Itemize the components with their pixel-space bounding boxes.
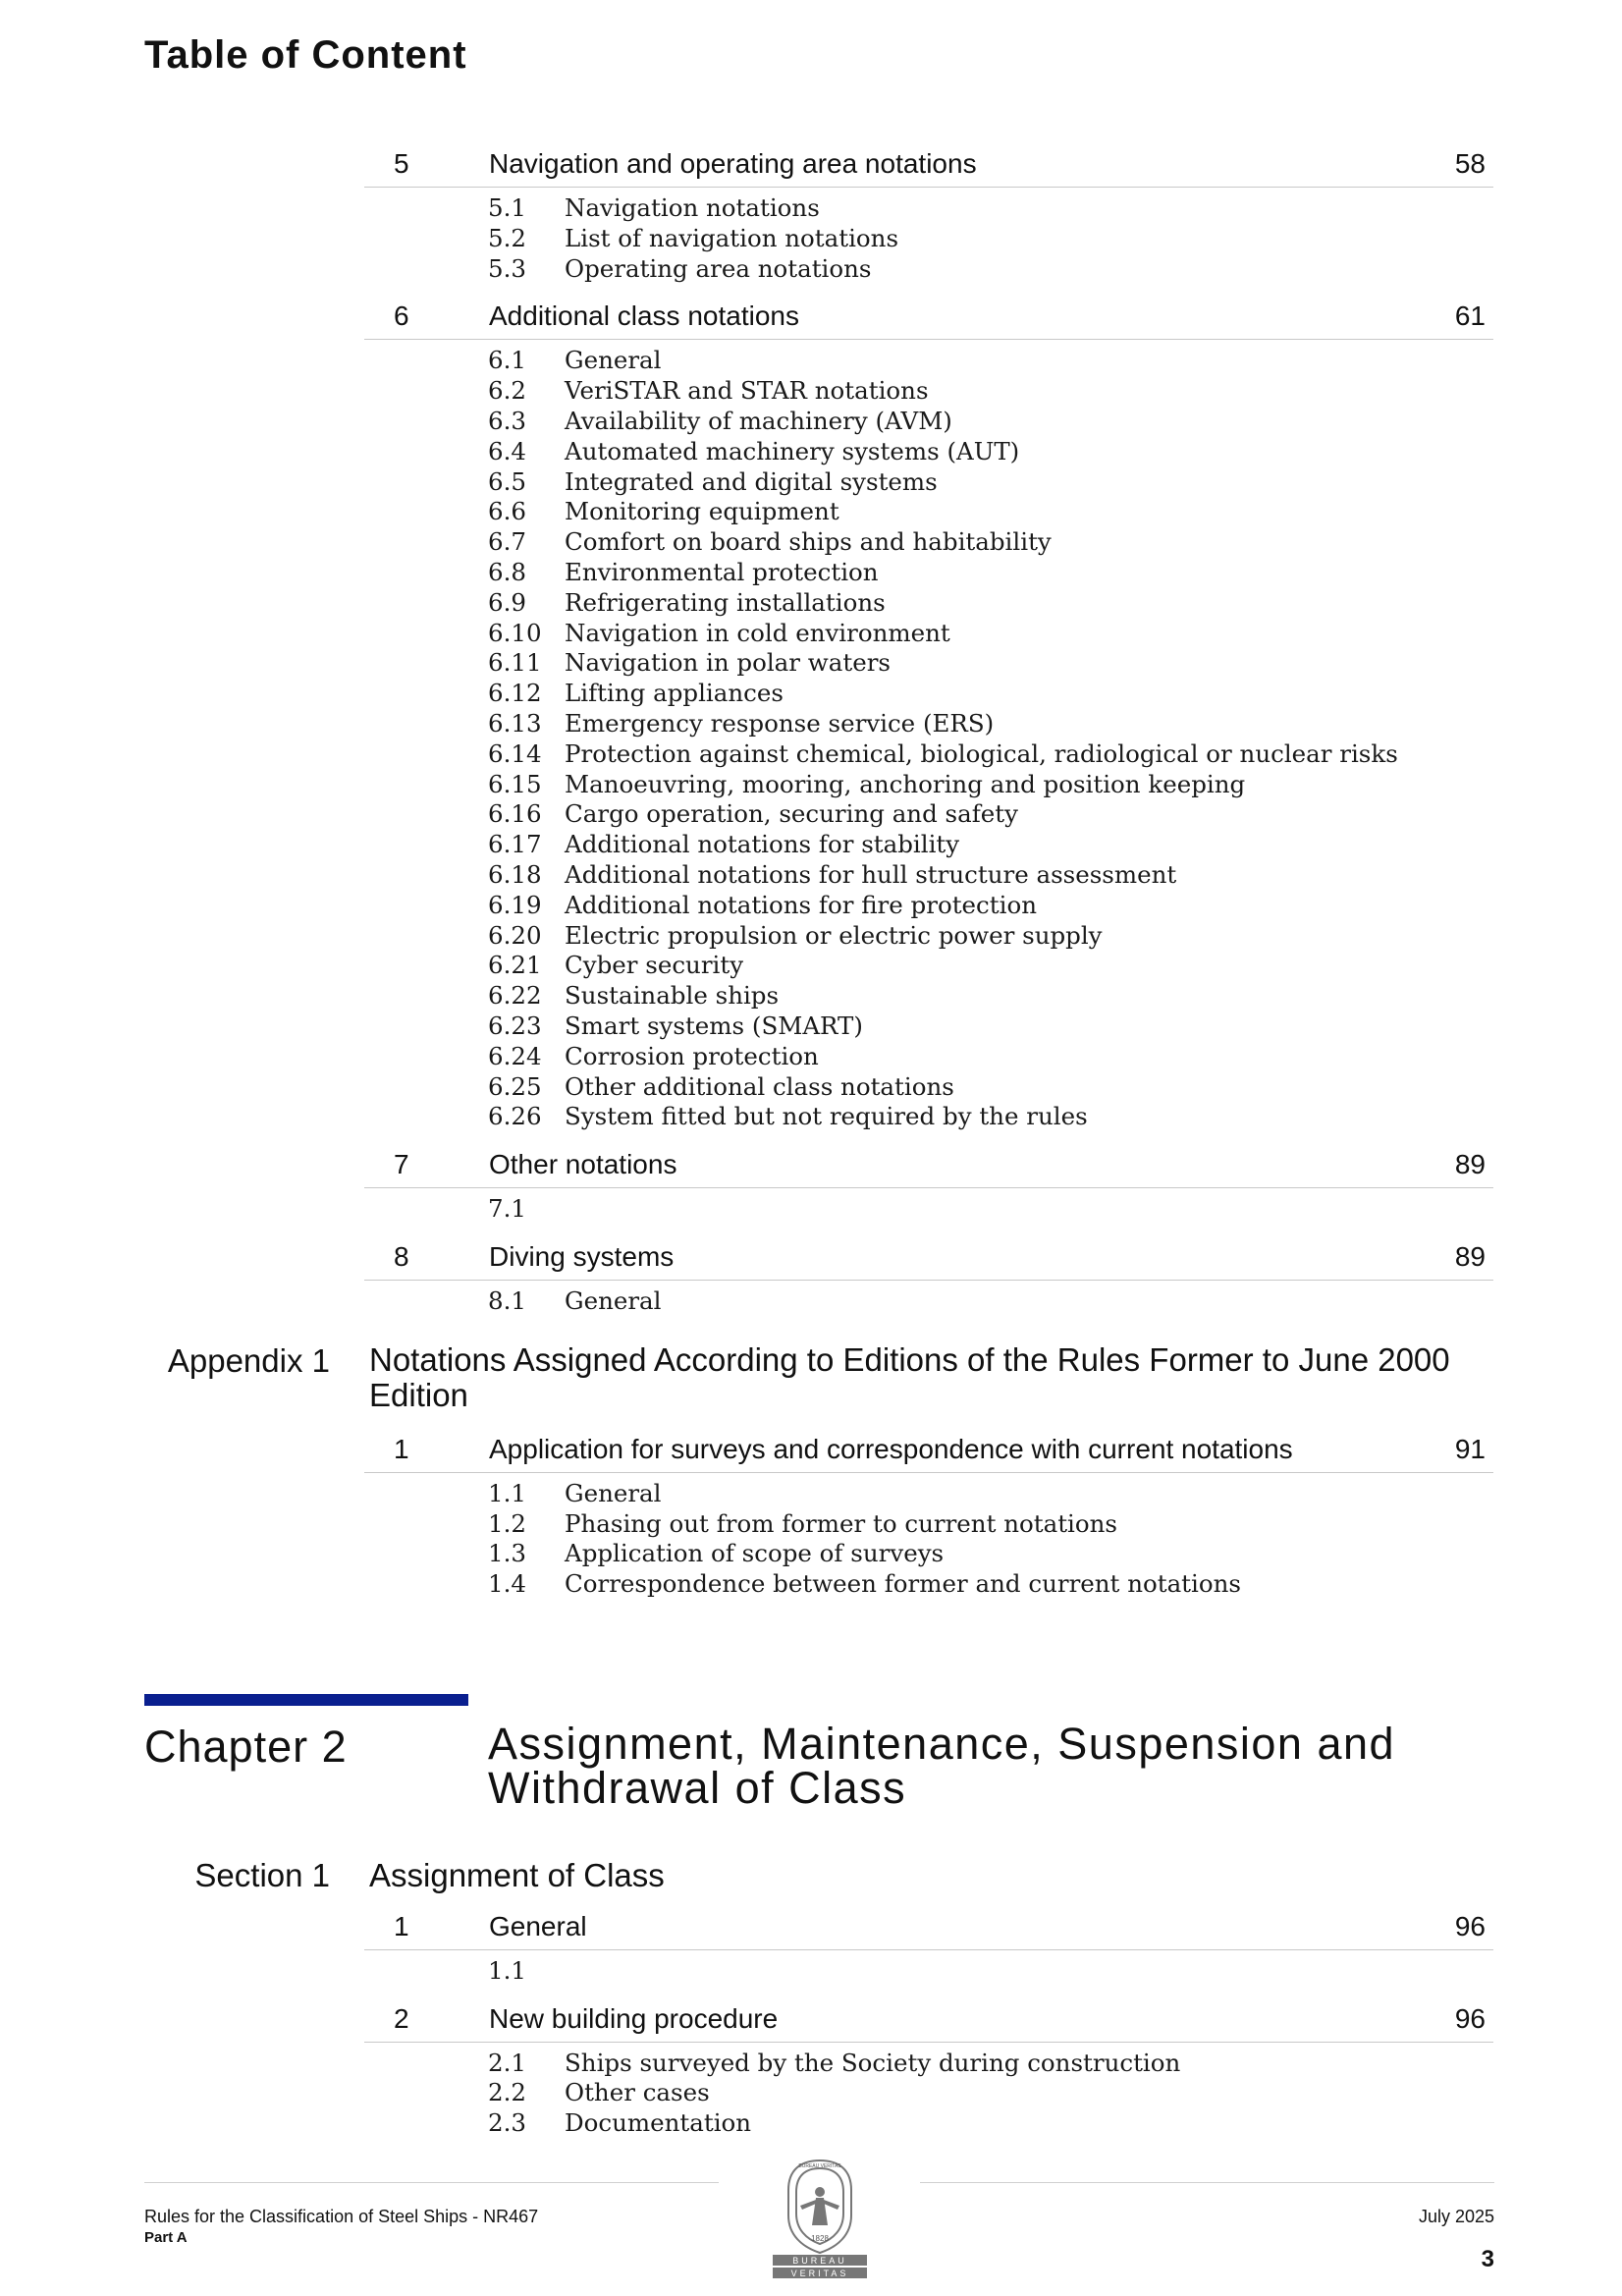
toc-subarticle[interactable] <box>488 1102 1622 1132</box>
toc-subarticle[interactable] <box>488 619 1622 649</box>
toc-subarticle-list <box>488 1950 1622 1993</box>
toc-subarticle[interactable] <box>488 921 1622 952</box>
toc-subarticle-list <box>488 2043 1622 2145</box>
toc-subarticle[interactable] <box>488 346 1622 376</box>
subarticle-number: 6.23 <box>488 1011 542 1040</box>
toc-subarticle-list <box>488 188 1622 290</box>
logo-year: 1828 <box>811 2234 829 2243</box>
toc-subarticle[interactable] <box>488 951 1622 981</box>
toc-subarticle[interactable] <box>488 799 1622 830</box>
subarticle-number: 6.19 <box>488 890 542 919</box>
toc-subarticle[interactable] <box>488 1956 1622 1987</box>
footer-document-title: Rules for the Classification of Steel Ships - NR467 <box>144 2207 539 2226</box>
toc-subarticle[interactable] <box>488 1479 1622 1509</box>
article-number: 5 <box>394 148 409 179</box>
toc-subarticle[interactable] <box>488 1011 1622 1042</box>
toc-subarticle[interactable] <box>488 224 1622 254</box>
toc-subarticle[interactable] <box>488 709 1622 739</box>
subarticle-title: Emergency response service (ERS) <box>565 708 995 738</box>
toc-subarticle[interactable] <box>488 193 1622 224</box>
subarticle-number: 2.2 <box>488 2078 526 2107</box>
toc-subarticle[interactable] <box>488 437 1622 467</box>
subarticle-number: 6.9 <box>488 587 526 617</box>
chapter-heading <box>0 1720 1622 1857</box>
toc-article-row[interactable] <box>364 1138 1493 1188</box>
subarticle-number: 6.25 <box>488 1071 542 1101</box>
subarticle-number: 6.15 <box>488 769 542 798</box>
subarticle-number: 6.8 <box>488 557 526 586</box>
toc-subarticle[interactable] <box>488 679 1622 709</box>
toc-group-main <box>0 137 1622 1323</box>
subarticle-number: 6.5 <box>488 466 526 496</box>
subarticle-title: Other additional class notations <box>565 1071 954 1101</box>
toc-subarticle[interactable] <box>488 407 1622 437</box>
subarticle-title: Additional notations for hull structure assessment <box>565 859 1177 889</box>
subarticle-number: 6.3 <box>488 406 526 435</box>
logo-word-veritas: VERITAS <box>790 2269 849 2278</box>
subarticle-title: General <box>565 1478 662 1507</box>
subarticle-title: Application of scope of surveys <box>565 1539 945 1568</box>
toc-subarticle-list <box>488 1473 1622 1606</box>
toc-subarticle[interactable] <box>488 981 1622 1011</box>
toc-subarticle-list <box>488 1281 1622 1323</box>
appendix-heading <box>0 1342 1622 1423</box>
toc-subarticle[interactable] <box>488 1286 1622 1317</box>
toc-subarticle[interactable] <box>488 2049 1622 2079</box>
article-number: 1 <box>394 1433 409 1464</box>
toc-article-row[interactable] <box>364 137 1493 188</box>
subarticle-title: Integrated and digital systems <box>565 466 938 496</box>
subarticle-title: Electric propulsion or electric power supply <box>565 920 1103 950</box>
subarticle-number: 6.13 <box>488 708 542 738</box>
subarticle-number: 6.1 <box>488 346 526 375</box>
subarticle-number: 8.1 <box>488 1285 526 1315</box>
subarticle-title: Monitoring equipment <box>565 497 839 526</box>
subarticle-title: Manoeuvring, mooring, anchoring and position keeping <box>565 769 1246 798</box>
subarticle-title: Automated machinery systems (AUT) <box>565 436 1020 465</box>
article-page-number: 58 <box>1454 148 1486 179</box>
subarticle-title: Documentation <box>565 2108 752 2138</box>
section-label: Section 1 <box>194 1856 330 1893</box>
subarticle-title: Additional notations for fire protection <box>565 890 1037 919</box>
subarticle-number: 5.2 <box>488 223 526 252</box>
subarticle-title: Correspondence between former and current notations <box>565 1569 1241 1599</box>
toc-subarticle[interactable] <box>488 1194 1622 1225</box>
subarticle-title: Operating area notations <box>565 253 872 283</box>
subarticle-number: 1.3 <box>488 1539 526 1568</box>
toc-article-row[interactable] <box>364 1993 1493 2043</box>
toc-subarticle[interactable] <box>488 739 1622 770</box>
article-page-number: 96 <box>1454 1910 1486 1941</box>
toc-article-row[interactable] <box>364 1230 1493 1281</box>
footer-divider-left <box>144 2182 719 2183</box>
article-number: 7 <box>394 1149 409 1180</box>
toc-subarticle[interactable] <box>488 527 1622 558</box>
toc-article-row[interactable] <box>364 290 1493 340</box>
subarticle-title: Availability of machinery (AVM) <box>565 406 952 435</box>
article-page-number: 91 <box>1454 1433 1486 1464</box>
page-title: Table of Content <box>144 33 467 77</box>
logo-arc-text: BUREAU VERITAS <box>798 2163 841 2169</box>
footer-divider-right <box>920 2182 1494 2183</box>
subarticle-number: 6.24 <box>488 1041 542 1070</box>
subarticle-number: 6.22 <box>488 981 542 1011</box>
toc-subarticle[interactable] <box>488 648 1622 679</box>
subarticle-title: List of navigation notations <box>565 223 899 252</box>
subarticle-number: 6.10 <box>488 618 542 647</box>
subarticle-title: Cargo operation, securing and safety <box>565 799 1018 829</box>
toc-subarticle-list <box>488 1188 1622 1230</box>
subarticle-number: 6.11 <box>488 648 542 678</box>
logo-word-bureau: BUREAU <box>792 2256 847 2266</box>
subarticle-title: Other cases <box>565 2078 710 2107</box>
subarticle-title: Smart systems (SMART) <box>565 1011 863 1040</box>
subarticle-title: Navigation notations <box>565 193 820 222</box>
page-number: 3 <box>1481 2246 1494 2272</box>
subarticle-title: Ships surveyed by the Society during construction <box>565 2048 1181 2077</box>
subarticle-number: 6.7 <box>488 527 526 557</box>
article-title[interactable]: New building procedure <box>489 2002 779 2034</box>
toc-subarticle[interactable] <box>488 467 1622 498</box>
subarticle-title: Navigation in polar waters <box>565 648 891 678</box>
subarticle-number: 6.12 <box>488 679 542 708</box>
subarticle-number: 6.18 <box>488 859 542 889</box>
subarticle-number: 6.17 <box>488 830 542 859</box>
subarticle-number: 6.16 <box>488 799 542 829</box>
article-page-number: 89 <box>1454 1240 1486 1272</box>
subarticle-title: Phasing out from former to current notations <box>565 1508 1117 1538</box>
appendix-title[interactable]: Notations Assigned According to Editions of the Rules Former to June 2000 Edition <box>369 1340 1450 1413</box>
toc-subarticle-list <box>488 340 1622 1138</box>
bureau-veritas-logo <box>771 2157 869 2280</box>
toc-subarticle[interactable] <box>488 770 1622 800</box>
subarticle-number: 1.1 <box>488 1478 526 1507</box>
toc-subarticle[interactable] <box>488 1072 1622 1103</box>
article-title[interactable]: Additional class notations <box>489 301 799 332</box>
section-heading <box>0 1857 1622 1900</box>
article-title[interactable]: Application for surveys and correspondence with current notations <box>489 1433 1293 1464</box>
subarticle-number: 1.1 <box>488 1955 526 1985</box>
subarticle-number: 2.1 <box>488 2048 526 2077</box>
article-number: 8 <box>394 1240 409 1272</box>
subarticle-title: Protection against chemical, biological, radiological or nuclear risks <box>565 738 1398 768</box>
toc-subarticle[interactable] <box>488 1042 1622 1072</box>
subarticle-title: Cyber security <box>565 951 744 980</box>
appendix-label: Appendix 1 <box>167 1341 330 1379</box>
subarticle-number: 7.1 <box>488 1194 526 1224</box>
article-number: 1 <box>394 1910 409 1941</box>
subarticle-title: General <box>565 346 662 375</box>
toc-subarticle[interactable] <box>488 497 1622 527</box>
article-page-number: 96 <box>1454 2002 1486 2034</box>
subarticle-title: Lifting appliances <box>565 679 784 708</box>
article-page-number: 61 <box>1454 301 1486 332</box>
subarticle-title: Environmental protection <box>565 557 879 586</box>
article-title[interactable]: General <box>489 1910 587 1941</box>
subarticle-number: 6.4 <box>488 436 526 465</box>
toc-subarticle[interactable] <box>488 558 1622 588</box>
section-title[interactable]: Assignment of Class <box>369 1856 665 1893</box>
toc-article-row[interactable] <box>364 1423 1493 1473</box>
table-of-contents <box>0 137 1622 2145</box>
subarticle-title: Sustainable ships <box>565 981 780 1011</box>
subarticle-title: Corrosion protection <box>565 1041 819 1070</box>
subarticle-title: Additional notations for stability <box>565 830 960 859</box>
toc-group-appendix <box>0 1423 1622 1606</box>
subarticle-number: 2.3 <box>488 2108 526 2138</box>
toc-subarticle[interactable] <box>488 2078 1622 2108</box>
subarticle-title: Comfort on board ships and habitability <box>565 527 1052 557</box>
toc-subarticle[interactable] <box>488 588 1622 619</box>
chapter-title[interactable]: Assignment, Maintenance, Suspension and Withdrawal of Class <box>488 1718 1396 1813</box>
subarticle-number: 6.2 <box>488 376 526 406</box>
toc-subarticle[interactable] <box>488 1569 1622 1600</box>
subarticle-number: 5.1 <box>488 193 526 222</box>
subarticle-number: 6.14 <box>488 738 542 768</box>
subarticle-title: VeriSTAR and STAR notations <box>565 376 929 406</box>
subarticle-title: General <box>565 1285 662 1315</box>
article-title[interactable]: Other notations <box>489 1149 677 1180</box>
article-page-number: 89 <box>1454 1149 1486 1180</box>
toc-subarticle[interactable] <box>488 2108 1622 2139</box>
subarticle-title: Navigation in cold environment <box>565 618 950 647</box>
subarticle-number: 1.2 <box>488 1508 526 1538</box>
toc-article-row[interactable] <box>364 1900 1493 1950</box>
subarticle-number: 5.3 <box>488 253 526 283</box>
toc-group-section <box>0 1900 1622 2145</box>
subarticle-number: 6.20 <box>488 920 542 950</box>
toc-subarticle[interactable] <box>488 891 1622 921</box>
footer-date: July 2025 <box>1418 2207 1494 2226</box>
subarticle-number: 6.26 <box>488 1102 542 1131</box>
subarticle-title: Refrigerating installations <box>565 587 886 617</box>
subarticle-title: System fitted but not required by the rules <box>565 1102 1088 1131</box>
chapter-label: Chapter 2 <box>144 1721 348 1772</box>
article-title[interactable]: Navigation and operating area notations <box>489 148 977 179</box>
toc-subarticle[interactable] <box>488 254 1622 285</box>
article-title[interactable]: Diving systems <box>489 1240 675 1272</box>
toc-subarticle[interactable] <box>488 1509 1622 1540</box>
toc-subarticle[interactable] <box>488 376 1622 407</box>
subarticle-number: 6.21 <box>488 951 542 980</box>
chapter-accent-bar <box>144 1694 468 1706</box>
subarticle-number: 1.4 <box>488 1569 526 1599</box>
toc-subarticle[interactable] <box>488 1539 1622 1569</box>
footer-part: Part A <box>144 2229 188 2246</box>
toc-subarticle[interactable] <box>488 830 1622 860</box>
toc-subarticle[interactable] <box>488 860 1622 891</box>
article-number: 6 <box>394 301 409 332</box>
article-number: 2 <box>394 2002 409 2034</box>
subarticle-number: 6.6 <box>488 497 526 526</box>
